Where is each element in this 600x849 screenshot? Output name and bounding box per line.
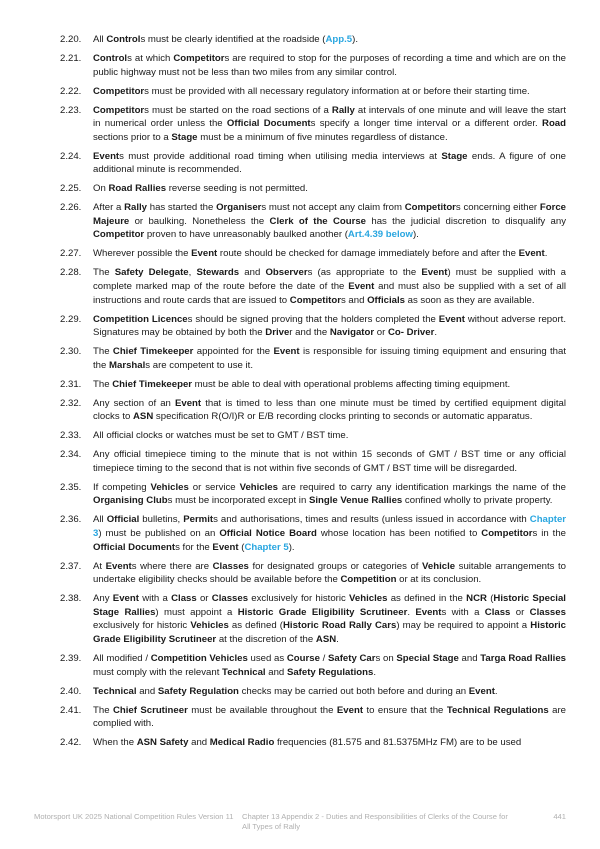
clause-text-run: s must be provided with all necessary regulatory information at or before their starting time. [144, 85, 530, 97]
defined-term: Medical Radio [209, 737, 275, 749]
defined-term: ASN [133, 411, 154, 423]
defined-term: Classes [212, 560, 249, 572]
clause-text-run: . [434, 327, 438, 339]
clause-text-run: Any official timepiece timing to the minute that is not within 15 seconds of GMT / BST time or any official timepiece timing to the second that is not within five seconds of GMT / BST time will be disregarded. [93, 449, 566, 474]
clause [60, 201, 566, 242]
defined-term: Observer [265, 267, 308, 279]
clause-number: 2.38. [60, 593, 82, 605]
clause-text-run: ). [288, 541, 295, 553]
clause-text-run: All [93, 514, 107, 526]
clause-text-run: and [265, 666, 287, 678]
clause-text [93, 266, 566, 307]
clause-text [93, 313, 566, 340]
clause [60, 704, 566, 731]
clause-text-run: ). [412, 229, 419, 241]
clause [60, 448, 566, 475]
defined-term: Safety Regulation [157, 685, 239, 697]
defined-term: Rally [331, 104, 355, 116]
clause-text-run: and [458, 652, 481, 664]
defined-term: Stewards [196, 267, 240, 279]
clause-text-run: If competing [93, 481, 151, 493]
clause [60, 685, 566, 699]
clause-text-run: ) must be published on an [98, 528, 220, 540]
clause-number: 2.22. [60, 85, 82, 97]
clause-text-run: that is timed to less than one minute must be timed by certified equipment digital clocks to [93, 397, 566, 423]
clause-text-run: When the [93, 737, 137, 749]
footer-chapter: Chapter 13 Appendix 2 - Duties and Responsibilities of Clerks of the Course for All Types of Rally [242, 812, 508, 831]
clause-text-run: bulletins, [139, 514, 184, 526]
clause-number: 2.20. [60, 34, 82, 45]
clause [60, 378, 566, 392]
clause-text [93, 429, 566, 443]
cross-reference-link[interactable]: Chapter 5 [244, 541, 289, 553]
clause [60, 592, 566, 646]
clause-text-run: route should be checked for damage immediately before and after the [217, 248, 519, 260]
defined-term: Historic Road Rally Cars [282, 620, 397, 632]
clause-text [93, 85, 566, 99]
clause [60, 313, 566, 340]
clause-text-run: s specify a longer time interval or a different order. [310, 118, 543, 130]
clause-text-run: s with a [441, 606, 485, 618]
defined-term: Event [273, 346, 300, 358]
clause-number: 2.33. [60, 430, 82, 442]
clause-text-run: , [188, 267, 197, 279]
clause [60, 429, 566, 443]
clause-text-run: At [93, 560, 106, 572]
defined-term: Competitor [93, 104, 145, 116]
defined-term: Single Venue Rallies [308, 495, 403, 507]
defined-term: Competitor [481, 528, 533, 540]
clause-text-run: s concerning either [455, 202, 540, 214]
clause-text [93, 150, 566, 177]
clause-text-run: and [188, 737, 210, 749]
clause-text-run: ends. A figure of one additional minute is recommended. [93, 150, 566, 176]
clause-text [93, 513, 566, 554]
clause-text-run: proven to have unreasonably baulked another ( [144, 229, 348, 241]
defined-term: Event [421, 267, 448, 279]
clause-text-run: r and the [289, 327, 330, 339]
defined-term: Safety Car [328, 652, 376, 664]
clause-text-run: and [239, 267, 266, 279]
defined-term: Event [518, 248, 545, 260]
defined-term: Competitor [93, 229, 145, 241]
defined-term: Control [106, 34, 141, 45]
clause-text [93, 481, 566, 508]
clause-text-run: All [93, 34, 107, 45]
clause-text-run: ) must be supplied with a complete marked map of the route before the date of the [93, 267, 567, 293]
clause-text [93, 201, 566, 242]
defined-term: Navigator [329, 327, 375, 339]
defined-term: Historic Grade Eligibility Scrutineer [93, 620, 566, 645]
clause-text-run: s must be incorporated except in [167, 495, 309, 507]
clause-text-run: s and authorisations, times and results (unless issued in accordance with [213, 514, 530, 526]
clause-number: 2.21. [60, 52, 82, 64]
clause-text-run: has the judicial discretion to disqualify any [366, 215, 566, 227]
clause-text-run: ( [238, 541, 245, 553]
clause-text-run: at the discretion of the [216, 634, 316, 645]
clause-text-run: ) must appoint a [155, 606, 238, 618]
clause-text-run: . [336, 634, 339, 645]
clause [60, 104, 566, 145]
defined-term: Competition [340, 574, 397, 586]
clause-number: 2.41. [60, 704, 82, 716]
clause-text [93, 247, 566, 261]
clause [60, 397, 566, 424]
defined-term: Technical [93, 685, 137, 697]
clause-text [93, 448, 566, 475]
defined-term: Classes [529, 606, 566, 618]
clause-number: 2.31. [60, 378, 82, 390]
defined-term: Technical [222, 666, 266, 678]
clause-text-run: and [136, 685, 158, 697]
clause [60, 481, 566, 508]
clause-number: 2.28. [60, 267, 82, 279]
defined-term: Event [336, 704, 364, 716]
clause-text-run: used as [247, 652, 287, 664]
defined-term: Technical Regulations [446, 704, 549, 716]
clause-text-run: On [93, 183, 109, 195]
defined-term: Clerk of the Course [269, 215, 367, 227]
defined-term: Marshal [109, 359, 146, 371]
defined-term: Vehicles [190, 620, 229, 632]
clause-number: 2.40. [60, 685, 82, 697]
clause [60, 736, 566, 750]
clause-number: 2.35. [60, 481, 82, 493]
defined-term: Chief Timekeeper [112, 346, 194, 358]
clause-text [93, 592, 566, 646]
clause-text [93, 345, 566, 372]
defined-term: Targa Road Rallies [480, 652, 566, 664]
clause-text-run: whose location has been notified to [316, 528, 482, 540]
defined-term: Force Majeure [93, 202, 566, 227]
clause-text-run: s must be clearly identified at the roadside ( [140, 34, 326, 45]
defined-term: Road [542, 118, 566, 130]
clause-text [93, 104, 566, 145]
clause-text-run: for designated groups or categories of [248, 560, 423, 572]
defined-term: Control [93, 52, 128, 64]
cross-reference-link[interactable]: Chapter 3 [93, 514, 567, 540]
defined-term: Stage [441, 150, 468, 162]
clause-number: 2.26. [60, 202, 82, 214]
clause-text-run: and must also be supplied with a set of all instructions and route cards that are issued to [93, 281, 566, 306]
defined-term: Historic Special Stage Rallies [93, 593, 566, 618]
clause-text-run: reverse seeding is not permitted. [166, 183, 308, 195]
defined-term: Event [112, 593, 139, 605]
defined-term: Safety Regulations [286, 666, 374, 678]
clause-text-run: must be available throughout the [187, 704, 337, 716]
defined-term: Historic Grade Eligibility Scrutineer [237, 606, 408, 618]
clause-list [60, 33, 566, 755]
clause-text-run: . [407, 606, 416, 618]
clause-text-run: s for the [175, 541, 213, 553]
clause-text [93, 378, 566, 392]
clause [60, 182, 566, 196]
clause-text-run: has started the [147, 202, 217, 214]
defined-term: Classes [211, 593, 249, 605]
clause-text-run: . [373, 666, 376, 678]
clause-number: 2.25. [60, 183, 82, 195]
clause-text [93, 652, 566, 679]
clause-text-run: / [319, 652, 328, 664]
clause-text-run: The [93, 704, 113, 716]
defined-term: Special Stage [396, 652, 459, 664]
clause-text [93, 560, 566, 587]
clause-text-run: or [196, 593, 212, 605]
clause-text-run: appointed for the [193, 346, 274, 358]
defined-term: Stage [171, 131, 198, 143]
clause-text-run: are required to carry any identification markings the name of the [277, 481, 566, 493]
clause-text-run: as defined ( [228, 620, 283, 632]
defined-term: Vehicles [239, 481, 278, 493]
clause-text-run: s are required to stop for the purposes of recording a time and which are on the public highway must not be less than two miles from any similar control. [93, 52, 566, 78]
clause-number: 2.36. [60, 514, 82, 526]
clause [60, 52, 566, 79]
clause-text-run: The [93, 378, 113, 390]
clause-number: 2.37. [60, 560, 82, 572]
clause-number: 2.23. [60, 104, 82, 116]
defined-term: Co- Driver [387, 327, 435, 339]
clause-text-run: ( [486, 593, 494, 605]
clause [60, 513, 566, 554]
clause-text-run: s and [340, 294, 368, 306]
defined-term: Chief Timekeeper [112, 378, 193, 390]
clause-text-run: or [374, 327, 388, 339]
clause-text-run: is responsible for issuing timing equipment and ensuring that the [93, 346, 567, 371]
defined-term: Event [93, 150, 120, 162]
page-number: 441 [553, 812, 566, 821]
defined-term: Road Rallies [108, 183, 167, 195]
clause-text-run: as defined in the [387, 593, 467, 605]
clause-text-run: confined wholly to private property. [402, 495, 553, 507]
defined-term: Event [212, 541, 239, 553]
clause-number: 2.32. [60, 397, 82, 409]
defined-term: Safety Delegate [114, 267, 189, 279]
defined-term: Event [415, 606, 442, 618]
defined-term: Competitor [404, 202, 456, 214]
clause-text-run: exclusively for historic [93, 620, 191, 632]
clause-text [93, 33, 566, 47]
clause-number: 2.30. [60, 346, 82, 358]
clause-text-run: ) may be required to appoint a [396, 620, 531, 632]
defined-term: Rally [124, 202, 147, 214]
clause-text-run: s must provide additional road timing when utilising media interviews at [119, 150, 442, 162]
footer-publication: Motorsport UK 2025 National Competition Rules Version 11 [34, 812, 234, 821]
clause-text [93, 52, 566, 79]
cross-reference-link[interactable]: Art.4.39 below [347, 229, 413, 241]
clause-text-run: or baulking. Nonetheless the [129, 215, 270, 227]
clause-text-run: to ensure that the [363, 704, 447, 716]
clause-number: 2.29. [60, 313, 82, 325]
clause-number: 2.27. [60, 248, 82, 260]
clause-number: 2.24. [60, 150, 82, 162]
clause-text-run: checks may be carried out both before and during an [238, 685, 469, 697]
clause [60, 652, 566, 679]
defined-term: Event [438, 313, 465, 325]
clause-text-run: All official clocks or watches must be set to GMT / BST time. [93, 430, 349, 442]
defined-term: Class [171, 593, 197, 605]
clause-text-run: without adverse report. Signatures may be obtained by both the [93, 313, 566, 339]
clause-text-run: s should be signed proving that the holders completed the [187, 313, 439, 325]
defined-term: Official Document [93, 541, 176, 553]
defined-term: ASN [315, 634, 337, 645]
defined-term: Officials [367, 294, 405, 306]
clause-number: 2.42. [60, 737, 82, 749]
cross-reference-link[interactable]: App.5 [325, 34, 353, 45]
clause-text-run: ). [352, 34, 359, 45]
clause-text-run: or [510, 606, 530, 618]
clause-text [93, 397, 566, 424]
defined-term: Vehicle [422, 560, 456, 572]
clause-text-run: sections prior to a [93, 131, 172, 143]
defined-term: Event [468, 685, 495, 697]
clause-text-run: must be able to deal with operational problems affecting timing equipment. [192, 378, 511, 390]
defined-term: Event [191, 248, 218, 260]
clause [60, 33, 566, 47]
clause-text-run: s must not accept any claim from [261, 202, 405, 214]
defined-term: Drive [265, 327, 290, 339]
defined-term: NCR [466, 593, 487, 605]
clause-text-run: frequencies (81.575 and 81.5375MHz FM) are to be used [274, 737, 522, 749]
clause-text-run: must be a minimum of five minutes regardless of distance. [197, 131, 448, 143]
defined-term: Competitor [289, 294, 341, 306]
clause-text-run: s at which [127, 52, 174, 64]
clause-text-run: specification R(O/I)R or E/B recording clocks printing to seconds or automatic apparatus. [153, 411, 533, 423]
defined-term: Course [286, 652, 320, 664]
clause-text-run: s where there are [131, 560, 213, 572]
clause-text-run: Any [93, 593, 113, 605]
clause-text [93, 182, 566, 196]
clause-text-run: All modified / [93, 652, 151, 664]
clause [60, 85, 566, 99]
defined-term: Class [484, 606, 511, 618]
clause [60, 247, 566, 261]
clause-text-run: suitable arrangements to undertake eligibility checks should be available before the [93, 560, 566, 586]
defined-term: Official Document [226, 118, 311, 130]
clause [60, 150, 566, 177]
defined-term: Official Notice Board [219, 528, 317, 540]
clause-text [93, 704, 566, 731]
clause-text-run: s on [375, 652, 397, 664]
defined-term: Organiser [216, 202, 262, 214]
clause [60, 266, 566, 307]
defined-term: Vehicles [349, 593, 388, 605]
clause-text-run: at intervals of one minute and will leave the start in numerical order unless the [93, 104, 566, 130]
clause-text [93, 736, 566, 750]
clause-text-run: Any section of an [93, 397, 175, 409]
clause-text [93, 685, 566, 699]
defined-term: Competitor [93, 85, 145, 97]
defined-term: ASN Safety [136, 737, 189, 749]
defined-term: Event [174, 397, 202, 409]
defined-term: Vehicles [150, 481, 189, 493]
clause-text-run: must comply with the relevant [93, 666, 223, 678]
clause-text-run: with a [138, 593, 172, 605]
defined-term: Permit [183, 514, 214, 526]
clause-text-run: . [544, 248, 548, 260]
clause-text-run: s must be started on the road sections of a [144, 104, 332, 116]
defined-term: Event [105, 560, 132, 572]
defined-term: Competition Licence [93, 313, 188, 325]
defined-term: Chief Scrutineer [112, 704, 188, 716]
clause-text-run: are complied with. [93, 704, 566, 730]
clause [60, 345, 566, 372]
clause-text-run: s are competent to use it. [145, 359, 254, 371]
clause-text-run: . [494, 685, 498, 697]
clause-number: 2.39. [60, 652, 82, 664]
clause-text-run: s (as appropriate to the [307, 267, 422, 279]
defined-term: Competitor [173, 52, 225, 64]
defined-term: Organising Club [93, 495, 168, 507]
defined-term: Event [348, 281, 375, 293]
defined-term: Competition Vehicles [150, 652, 248, 664]
defined-term: Official [106, 514, 140, 526]
clause-text-run: or service [188, 481, 240, 493]
clause-text-run: s in the [532, 528, 566, 540]
clause-text-run: as soon as they are available. [404, 294, 535, 306]
clause-text-run: After a [93, 202, 125, 214]
clause-text-run: The [93, 346, 113, 358]
clause-text-run: or at its conclusion. [396, 574, 482, 586]
clause-text-run: exclusively for historic [248, 593, 350, 605]
clause [60, 560, 566, 587]
clause-number: 2.34. [60, 449, 82, 461]
clause-text-run: Wherever possible the [93, 248, 192, 260]
clause-text-run: The [93, 267, 115, 279]
